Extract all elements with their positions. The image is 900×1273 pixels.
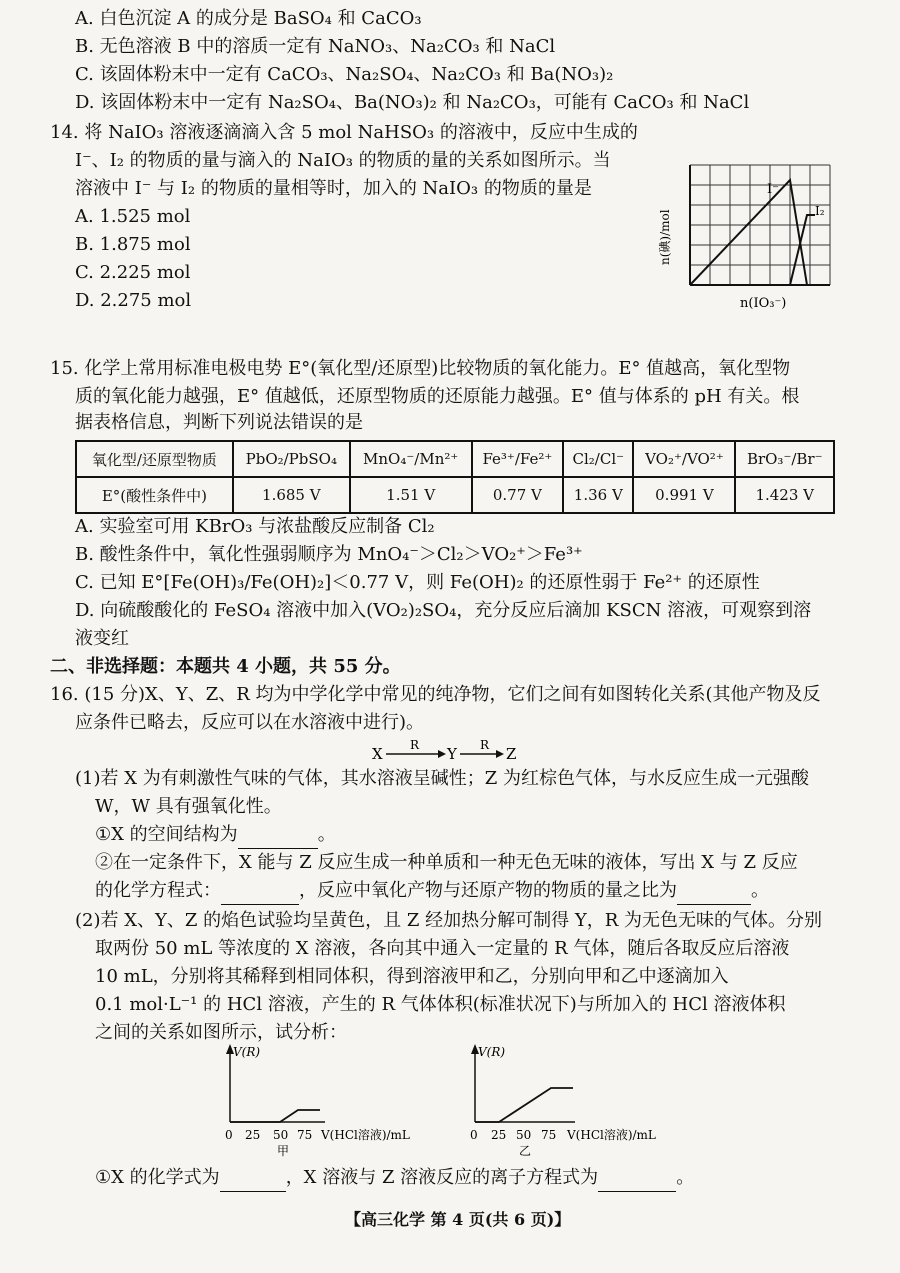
table-cell: Cl₂/Cl⁻ [563, 441, 633, 477]
scheme-z: Z [506, 745, 517, 763]
table-cell: 0.991 V [633, 477, 735, 513]
q16-p2-line5: 之间的关系如图所示，试分析： [95, 1022, 347, 1043]
q16-stem-line2: 应条件已略去，反应可以在水溶液中进行)。 [75, 712, 425, 733]
q16-p1-q1-text: ①X 的空间结构为 [95, 824, 238, 845]
q14-label-i2: I₂ [815, 204, 825, 218]
table-row [76, 477, 834, 513]
q14-graph [655, 145, 840, 325]
q15-option-c: C. 已知 E°[Fe(OH)₃/Fe(OH)₂]＜0.77 V，则 Fe(OH)₂ 的还原性弱于 Fe²⁺ 的还原性 [75, 572, 760, 593]
graph-yi-tick-50: 50 [516, 1128, 532, 1142]
graph-yi-xlabel: V(HCl溶液)/mL [567, 1128, 656, 1142]
q15-option-b: B. 酸性条件中，氧化性强弱顺序为 MnO₄⁻＞Cl₂＞VO₂⁺＞Fe³⁺ [75, 544, 583, 565]
q13-option-c: C. 该固体粉末中一定有 CaCO₃、Na₂SO₄、Na₂CO₃ 和 Ba(NO₃)₂ [75, 64, 614, 85]
q16-p2-q1-text-b: ，X 溶液与 Z 溶液反应的离子方程式为 [285, 1167, 599, 1188]
potential-table [75, 440, 835, 514]
q16-p1-q2-text-c: 。 [751, 880, 769, 901]
graph-yi-tick-0: 0 [470, 1128, 478, 1142]
scheme-r1: R [410, 738, 420, 752]
q16-p2-q1-end: 。 [676, 1167, 695, 1188]
q16-p1-q1-end: 。 [317, 824, 336, 845]
table-cell: E°(酸性条件中) [76, 477, 233, 513]
graph-jia-tick-75: 75 [297, 1128, 313, 1142]
answer-blank[interactable] [221, 878, 299, 905]
graph-jia-ylabel: V(R) [233, 1045, 261, 1059]
table-cell: Fe³⁺/Fe²⁺ [472, 441, 564, 477]
q13-option-d: D. 该固体粉末中一定有 Na₂SO₄、Ba(NO₃)₂ 和 Na₂CO₃，可能有 CaCO₃ 和 NaCl [75, 92, 750, 113]
graph-yi-tick-75: 75 [541, 1128, 557, 1142]
q14-stem-line3: 溶液中 I⁻ 与 I₂ 的物质的量相等时，加入的 NaIO₃ 的物质的量是 [75, 178, 592, 199]
scheme-y: Y [447, 745, 457, 763]
table-cell: MnO₄⁻/Mn²⁺ [350, 441, 472, 477]
q15-option-d: D. 向硫酸酸化的 FeSO₄ 溶液中加入(VO₂)₂SO₄，充分反应后滴加 KSCN 溶液，可观察到溶 [75, 600, 812, 621]
answer-blank[interactable] [598, 1165, 676, 1192]
q15-stem-line3: 据表格信息，判断下列说法错误的是 [75, 412, 363, 433]
scheme-r2: R [480, 738, 490, 752]
q16-p2-q1 [95, 1165, 694, 1192]
q15-option-a: A. 实验室可用 KBrO₃ 与浓盐酸反应制备 Cl₂ [75, 516, 435, 537]
graph-jia-xlabel: V(HCl溶液)/mL [321, 1128, 410, 1142]
q16-p1-q2-line2 [95, 878, 769, 905]
table-header-row [76, 441, 834, 477]
table-cell: 1.36 V [563, 477, 633, 513]
q16-stem-line1: 16. (15 分)X、Y、Z、R 均为中学化学中常见的纯净物，它们之间有如图转化关系(其他产物及反 [50, 684, 821, 705]
q14-stem-line2: I⁻、I₂ 的物质的量与滴入的 NaIO₃ 的物质的量的关系如图所示。当 [75, 150, 611, 171]
q14-option-c: C. 2.225 mol [75, 262, 191, 283]
q14-label-i: I⁻ [767, 182, 779, 197]
q14-option-a: A. 1.525 mol [75, 206, 191, 227]
graph-jia [215, 1042, 435, 1158]
q14-curve-iodide [690, 180, 807, 285]
scheme-x: X [372, 745, 383, 763]
graph-yi-tick-25: 25 [491, 1128, 507, 1142]
q16-p2-line4: 0.1 mol·L⁻¹ 的 HCl 溶液，产生的 R 气体体积(标准状况下)与所加入的 HCl 溶液体积 [95, 994, 786, 1015]
graph-jia-name: 甲 [277, 1144, 290, 1158]
q16-p1-q2-line1: ②在一定条件下，X 能与 Z 反应生成一种单质和一种无色无味的液体，写出 X 与 Z 反应 [95, 852, 798, 873]
q14-stem-line1: 14. 将 NaIO₃ 溶液逐滴滴入含 5 mol NaHSO₃ 的溶液中，反应中生成的 [50, 122, 638, 143]
q15-stem-line2: 质的氧化能力越强，E° 值越低，还原型物质的还原能力越强。E° 值与体系的 pH 有关。根 [75, 386, 800, 407]
q16-p2-q1-text: ①X 的化学式为 [95, 1167, 220, 1188]
q16-p1-line1: (1)若 X 为有刺激性气味的气体，其水溶液呈碱性；Z 为红棕色气体，与水反应生成一元强酸 [75, 768, 809, 789]
page-footer: 【高三化学 第 4 页(共 6 页)】 [345, 1210, 571, 1229]
answer-blank[interactable] [220, 1165, 286, 1192]
q14-option-d: D. 2.275 mol [75, 290, 192, 311]
q15-stem-line1: 15. 化学上常用标准电极电势 E°(氧化型/还原型)比较物质的氧化能力。E° 值越高，氧化型物 [50, 358, 791, 379]
table-cell: 氧化型/还原型物质 [76, 441, 233, 477]
table-cell: PbO₂/PbSO₄ [233, 441, 350, 477]
table-cell: VO₂⁺/VO²⁺ [633, 441, 735, 477]
conversion-scheme [370, 738, 530, 764]
table-cell: 0.77 V [472, 477, 564, 513]
q16-p1-q2-text-b: ，反应中氧化产物与还原产物的物质的量之比为 [299, 880, 677, 901]
q16-p2-line2: 取两份 50 mL 等浓度的 X 溶液，各向其中通入一定量的 R 气体，随后各取反应后溶液 [95, 938, 790, 959]
graph-jia-curve [230, 1110, 320, 1122]
graph-yi-name: 乙 [519, 1144, 532, 1158]
graph-yi-ylabel: V(R) [478, 1045, 506, 1059]
q16-p1-q2-text-a: 的化学方程式： [95, 880, 221, 901]
q14-option-b: B. 1.875 mol [75, 234, 191, 255]
table-cell: 1.51 V [350, 477, 472, 513]
q13-option-b: B. 无色溶液 B 中的溶质一定有 NaNO₃、Na₂CO₃ 和 NaCl [75, 36, 556, 57]
q14-ylabel: n(碘)/mol [658, 209, 672, 265]
answer-blank[interactable] [677, 878, 751, 905]
q16-p2-line1: (2)若 X、Y、Z 的焰色试验均呈黄色，且 Z 经加热分解可制得 Y，R 为无色无味的气体。分别 [75, 910, 822, 931]
q14-xlabel: n(IO₃⁻) [740, 296, 787, 311]
table-cell: 1.685 V [233, 477, 350, 513]
graph-yi [455, 1042, 685, 1158]
graph-jia-tick-50: 50 [273, 1128, 289, 1142]
graph-jia-tick-0: 0 [225, 1128, 233, 1142]
graph-yi-curve [475, 1088, 573, 1122]
table-cell: 1.423 V [735, 477, 834, 513]
q16-p2-line3: 10 mL，分别将其稀释到相同体积，得到溶液甲和乙，分别向甲和乙中逐滴加入 [95, 966, 729, 987]
q16-p1-q1 [95, 822, 336, 849]
q16-p1-line2: W，W 具有强氧化性。 [95, 796, 282, 817]
table-cell: BrO₃⁻/Br⁻ [735, 441, 834, 477]
graph-jia-tick-25: 25 [245, 1128, 261, 1142]
q15-option-d-cont: 液变红 [75, 628, 129, 649]
q13-option-a: A. 白色沉淀 A 的成分是 BaSO₄ 和 CaCO₃ [75, 8, 422, 29]
section-heading: 二、非选择题：本题共 4 小题，共 55 分。 [50, 656, 401, 677]
answer-blank[interactable] [238, 822, 318, 849]
